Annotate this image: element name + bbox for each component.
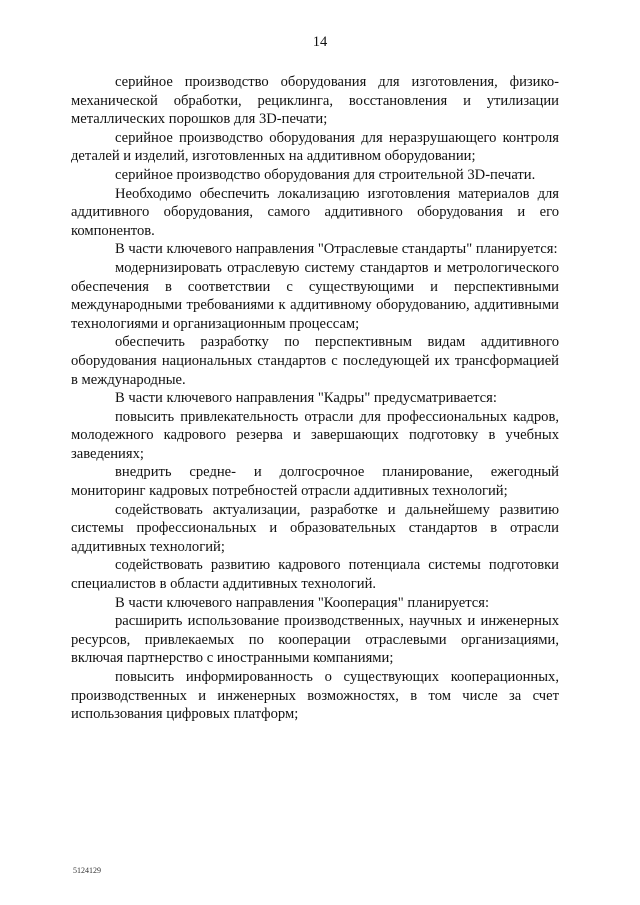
paragraph-personnel-planning: внедрить средне- и долгосрочное планирование, ежегодный мониторинг кадровых потребностей отрасли аддитивных технологий;	[71, 464, 559, 500]
paragraph-equipment-powders: серийное производство оборудования для изготовления, физико-механической обработки, рециклинга, восстановления и утилизации металлических порошков для 3D-печати;	[71, 74, 559, 128]
paragraph-personnel-training: содействовать развитию кадрового потенциала системы подготовки специалистов в области аддитивных технологий.	[71, 557, 559, 593]
paragraph-cooperation-heading: В части ключевого направления "Кооперация" планируется:	[115, 594, 490, 611]
paragraph-personnel-heading: В части ключевого направления "Кадры" предусматривается:	[115, 390, 497, 407]
document-code: 5124129	[73, 866, 101, 875]
paragraph-standards-heading: В части ключевого направления "Отраслевые стандарты" планируется:	[115, 241, 558, 258]
paragraph-equipment-construction: серийное производство оборудования для строительной 3D-печати.	[115, 166, 536, 183]
paragraph-personnel-attractiveness: повысить привлекательность отрасли для профессиональных кадров, молодежного кадрового резерва и завершающих подготовку в учебных заведениях;	[71, 408, 559, 462]
paragraph-personnel-standards: содействовать актуализации, разработке и дальнейшему развитию системы профессиональных и образовательных стандартов в отрасли аддитивных технологий;	[71, 501, 559, 555]
paragraph-standards-modernize: модернизировать отраслевую систему стандартов и метрологического обеспечения в соответствии с существующими и перспективными международными требованиями к аддитивному оборудованию, аддитивными технологиями и организационным процессам;	[71, 259, 559, 332]
page-number: 14	[312, 34, 328, 50]
paragraph-cooperation-resources: расширить использование производственных, научных и инженерных ресурсов, привлекаемых по кооперации отраслевыми организациями, включая партнерство с иностранными компаниями;	[71, 613, 559, 667]
paragraph-cooperation-awareness: повысить информированность о существующих кооперационных, производственных и инженерных возможностях, в том числе за счет использования цифровых платформ;	[71, 669, 559, 723]
paragraph-equipment-ndt: серийное производство оборудования для неразрушающего контроля деталей и изделий, изготовленных на аддитивном оборудовании;	[71, 129, 559, 165]
paragraph-standards-national: обеспечить разработку по перспективным видам аддитивного оборудования национальных стандартов с последующей их трансформацией в международные.	[71, 334, 559, 388]
document-body	[71, 73, 559, 724]
paragraph-localization: Необходимо обеспечить локализацию изготовления материалов для аддитивного оборудования, самого аддитивного оборудования и его компонентов.	[71, 185, 559, 239]
